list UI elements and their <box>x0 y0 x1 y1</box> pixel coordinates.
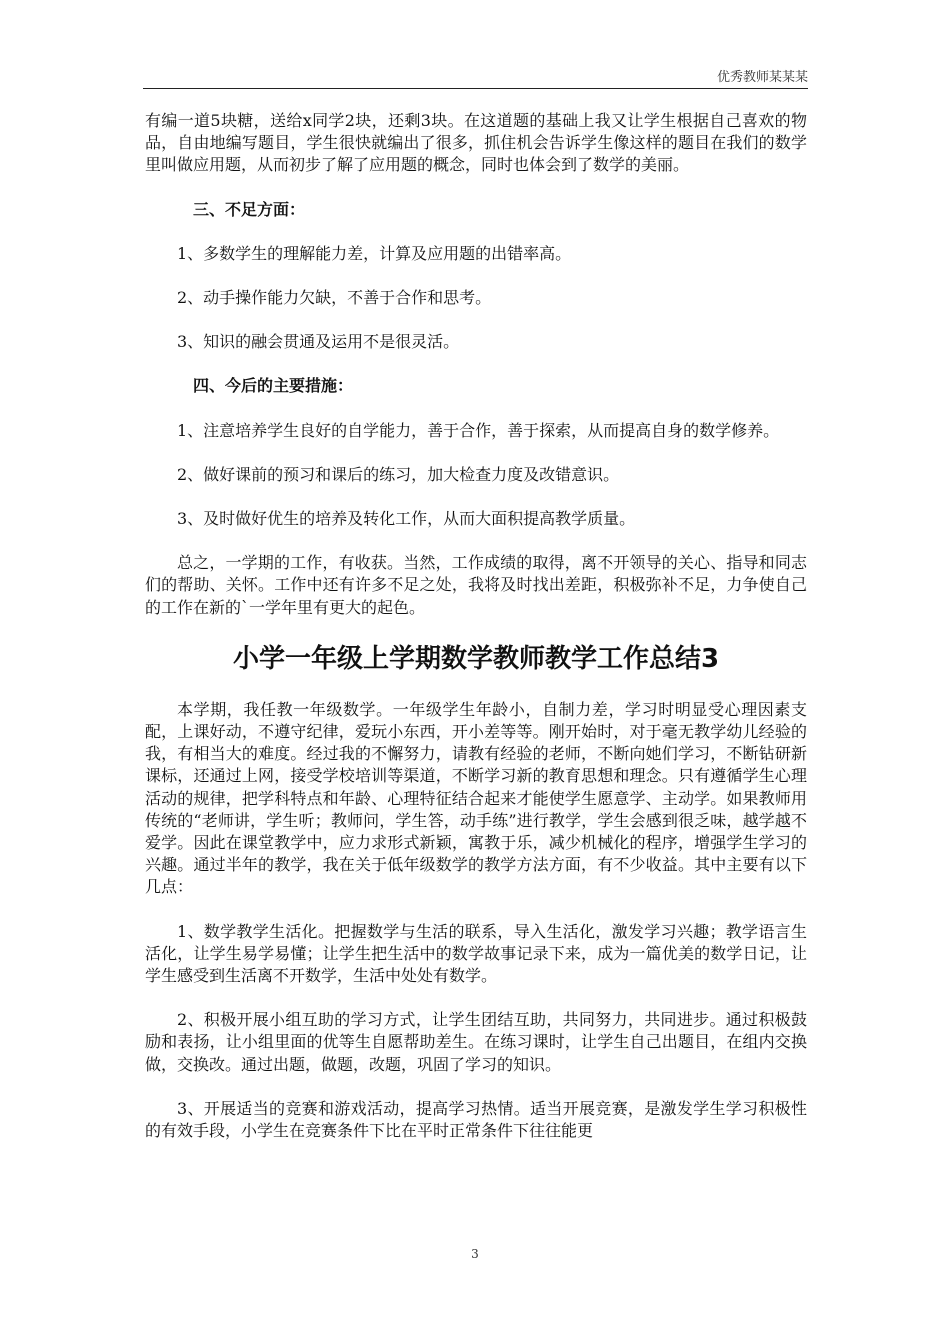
list-item: 3、及时做好优生的培养及转化工作，从而大面积提高教学质量。 <box>177 509 636 529</box>
body-paragraph: 1、数学教学生活化。把握数学与生活的联系，导入生活化，激发学习兴趣；教学语言生活化，让学生易学易懂；让学生把生活中的数学故事记录下来，成为一篇优美的数学日记，让学生感受到生活离不开数学，生活中处处有数学。 <box>145 921 807 986</box>
paragraph-continued: 有编一道5块糖，送给x同学2块，还剩3块。在这道题的基础上我又让学生根据自己喜欢的物品，自由地编写题目，学生很快就编出了很多，抓住机会告诉学生像这样的题目在我们的数学里叫做应用题，从而初步了解了应用题的概念，同时也体会到了数学的美丽。 <box>145 111 807 175</box>
list-item: 2、做好课前的预习和课后的练习，加大检查力度及改错意识。 <box>177 464 620 484</box>
document-title: 小学一年级上学期数学教师教学工作总结3 <box>232 643 720 674</box>
document-body <box>145 110 807 1142</box>
page-header <box>143 66 808 89</box>
list-item: 3、知识的融会贯通及运用不是很灵活。 <box>177 332 460 352</box>
header-author: 优秀教师某某某 <box>716 70 808 85</box>
page-number: 3 <box>471 1247 479 1261</box>
conclusion-paragraph: 总之，一学期的工作，有收获。当然，工作成绩的取得，离不开领导的关心、指导和同志们的帮助、关怀。工作中还有许多不足之处，我将及时找出差距，积极弥补不足，力争使自己的工作在新的`一学年里有更大的起色。 <box>145 553 807 617</box>
body-paragraph: 2、积极开展小组互助的学习方式，让学生团结互助，共同努力，共同进步。通过积极鼓励和表扬，让小组里面的优等生自愿帮助差生。在练习课时，让学生自己出题目，在组内交换做，交换改。通过出题，做题，改题，巩固了学习的知识。 <box>145 1010 807 1074</box>
section-heading-measures: 四、今后的主要措施： <box>193 376 354 396</box>
list-item: 1、多数学生的理解能力差，计算及应用题的出错率高。 <box>177 243 572 263</box>
body-paragraph: 本学期，我任教一年级数学。一年级学生年龄小，自制力差，学习时明显受心理因素支配，上课好动，不遵守纪律，爱玩小东西，开小差等等。刚开始时，对于毫无教学幼儿经验的我，有相当大的难度。经过我的不懈努力，请教有经验的老师，不断向她们学习，不断钻研新课标，还通过上网，接受学校培训等渠道，不断学习新的教育思想和理念。只有遵循学生心理活动的规律，把学科特点和年龄、心理特征结合起来才能使学生愿意学、主动学。如果教师用传统的“老师讲，学生听；教师问，学生答，动手练”进行教学，学生会感到很乏味，越学越不爱学。因此在课堂教学中，应力求形式新颖，寓教于乐，减少机械化的程序，增强学生学习的兴趣。通过半年的教学，我在关于低年级数学的教学方法方面，有不少收益。其中主要有以下几点： <box>145 699 807 897</box>
section-heading-shortcomings: 三、不足方面： <box>193 199 306 219</box>
list-item: 2、动手操作能力欠缺，不善于合作和思考。 <box>177 288 492 308</box>
list-item: 1、注意培养学生良好的自学能力，善于合作，善于探索，从而提高自身的数学修养。 <box>177 420 780 440</box>
body-paragraph: 3、开展适当的竞赛和游戏活动，提高学习热情。适当开展竞赛，是激发学生学习积极性的有效手段，小学生在竞赛条件下比在平时正常条件下往往能更 <box>145 1098 807 1141</box>
